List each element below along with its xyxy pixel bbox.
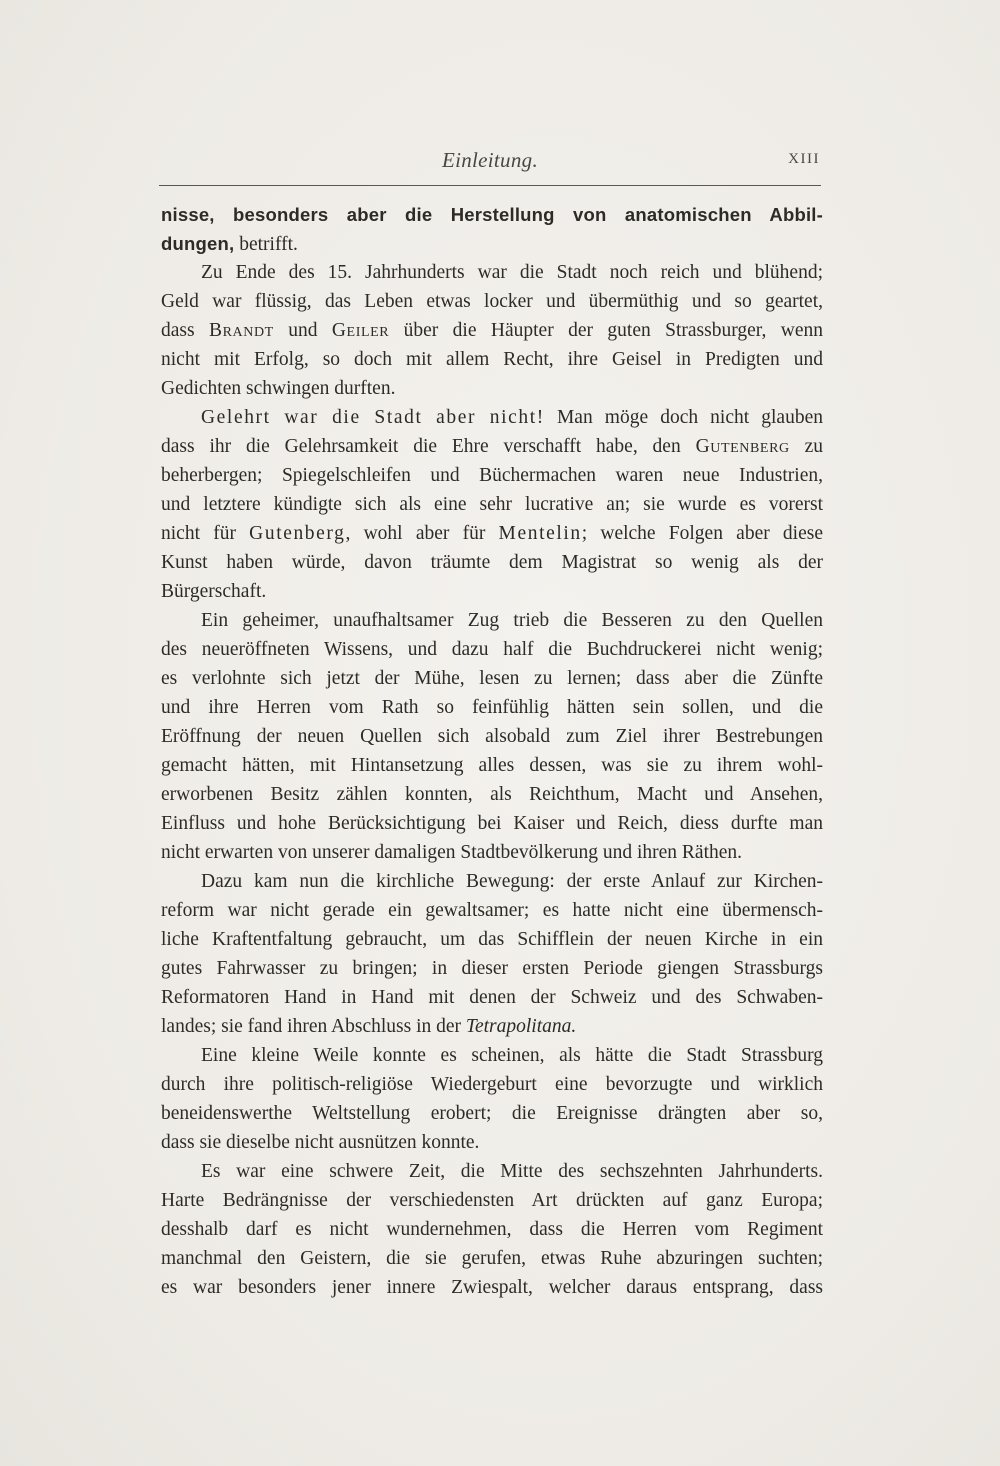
- text-segment: , wohl aber für: [345, 523, 499, 544]
- text-line: [161, 548, 823, 577]
- text-line: [161, 229, 823, 258]
- text-segment: Dazu kam nun die kirchliche Bewegung: der erste Anlauf zur Kirchen-: [201, 871, 823, 892]
- text-segment: Gedichten schwingen durften.: [161, 378, 396, 399]
- text-line: [161, 461, 823, 490]
- text-line: [161, 519, 823, 548]
- text-line: [161, 722, 823, 751]
- text-line: [161, 751, 823, 780]
- text-segment: beneidenswerthe Weltstellung erobert; die Ereignisse drängten aber so,: [161, 1103, 823, 1124]
- body-text: [161, 200, 823, 1302]
- text-line: [161, 1273, 823, 1302]
- text-segment: es verlohnte sich jetzt der Mühe, lesen zu lernen; dass aber die Zünfte: [161, 668, 823, 689]
- text-segment: Man möge doch nicht glauben: [544, 407, 823, 428]
- running-head: [160, 148, 820, 178]
- text-segment: und: [273, 320, 332, 341]
- text-segment: dungen,: [161, 233, 235, 254]
- text-line: [161, 1186, 823, 1215]
- text-segment: Eine kleine Weile konnte es scheinen, als hätte die Stadt Strassburg: [201, 1045, 823, 1066]
- text-line: [161, 432, 823, 461]
- text-line: [161, 577, 823, 606]
- text-segment: dass sie dieselbe nicht ausnützen konnte.: [161, 1132, 480, 1153]
- text-segment: Kunst haben würde, davon träumte dem Magistrat so wenig als der: [161, 552, 823, 573]
- text-line: [161, 316, 823, 345]
- text-line: [161, 374, 823, 403]
- text-segment: betrifft.: [234, 234, 298, 255]
- text-line: [161, 954, 823, 983]
- text-segment: Mentelin: [498, 523, 582, 544]
- text-segment: reform war nicht gerade ein gewaltsamer; es hatte nicht eine übermensch-: [161, 900, 823, 921]
- text-line: [161, 809, 823, 838]
- text-line: [161, 258, 823, 287]
- text-line: [161, 490, 823, 519]
- text-line: [161, 1012, 823, 1041]
- text-segment: Harte Bedrängnisse der verschiedensten Art drückten auf ganz Europa;: [161, 1190, 823, 1211]
- text-line: [161, 287, 823, 316]
- text-line: [161, 606, 823, 635]
- text-segment: nicht mit Erfolg, so doch mit allem Recht, ihre Geisel in Predigten und: [161, 349, 823, 370]
- text-segment: Einfluss und hohe Berücksichtigung bei Kaiser und Reich, diess durfte man: [161, 813, 823, 834]
- text-segment: Eröffnung der neuen Quellen sich alsobald zum Ziel ihrer Bestrebungen: [161, 726, 823, 747]
- text-segment: zu: [789, 436, 823, 457]
- text-segment: Zu Ende des 15. Jahrhunderts war die Stadt noch reich und blühend;: [201, 262, 823, 283]
- text-segment: über die Häupter der guten Strassburger, wenn: [389, 320, 823, 341]
- text-segment: beherbergen; Spiegelschleifen und Büchermachen waren neue Industrien,: [161, 465, 823, 486]
- text-segment: manchmal den Geistern, die sie gerufen, etwas Ruhe abzuringen suchten;: [161, 1248, 823, 1269]
- text-segment: dass: [161, 320, 209, 341]
- text-line: [161, 403, 823, 432]
- text-line: [161, 345, 823, 374]
- text-line: [161, 1041, 823, 1070]
- text-line: [161, 1099, 823, 1128]
- page-number: XIII: [788, 151, 820, 167]
- text-segment: Brandt: [208, 320, 274, 341]
- text-segment: des neueröffneten Wissens, und dazu half die Buchdruckerei nicht wenig;: [161, 639, 823, 660]
- text-line: [161, 693, 823, 722]
- text-line: [161, 200, 823, 229]
- text-segment: desshalb darf es nicht wundernehmen, dass die Herren vom Regiment: [161, 1219, 823, 1240]
- text-segment: Gutenberg: [249, 523, 346, 544]
- text-segment: und ihre Herren vom Rath so feinfühlig hätten sein sollen, und die: [161, 697, 823, 718]
- text-segment: liche Kraftentfaltung gebraucht, um das Schifflein der neuen Kirche in ein: [161, 929, 823, 950]
- text-line: [161, 1215, 823, 1244]
- text-line: [161, 780, 823, 809]
- text-line: [161, 925, 823, 954]
- text-line: [161, 1070, 823, 1099]
- text-segment: gemacht hätten, mit Hintansetzung alles dessen, was sie zu ihrem wohl-: [161, 755, 823, 776]
- text-segment: Reformatoren Hand in Hand mit denen der Schweiz und des Schwaben-: [161, 987, 823, 1008]
- text-line: [161, 1244, 823, 1273]
- text-line: [161, 1128, 823, 1157]
- text-line: [161, 635, 823, 664]
- text-segment: landes; sie fand ihren Abschluss in der: [161, 1016, 466, 1037]
- text-line: [161, 838, 823, 867]
- text-segment: Ein geheimer, unaufhaltsamer Zug trieb die Besseren zu den Quellen: [201, 610, 823, 631]
- text-segment: dass ihr die Gelehrsamkeit die Ehre verschafft habe, den: [161, 436, 696, 457]
- header-rule: [159, 185, 821, 186]
- text-segment: nicht für: [161, 523, 250, 544]
- text-segment: erworbenen Besitz zählen konnten, als Reichthum, Macht und Ansehen,: [161, 784, 823, 805]
- text-segment: Geiler: [331, 320, 390, 341]
- text-segment: und letztere kündigte sich als eine sehr lucrative an; sie wurde es vorerst: [161, 494, 823, 515]
- text-line: [161, 1157, 823, 1186]
- text-segment: Gutenberg: [695, 436, 790, 457]
- text-segment: Geld war flüssig, das Leben etwas locker und übermüthig und so geartet,: [161, 291, 823, 312]
- text-segment: gutes Fahrwasser zu bringen; in dieser ersten Periode giengen Strassburgs: [161, 958, 823, 979]
- text-segment: durch ihre politisch-religiöse Wiedergeburt eine bevorzugte und wirklich: [161, 1074, 823, 1095]
- running-title: Einleitung.: [441, 148, 539, 172]
- text-segment: ; welche Folgen aber diese: [581, 523, 823, 544]
- text-segment: Es war eine schwere Zeit, die Mitte des sechszehnten Jahrhunderts.: [201, 1161, 823, 1182]
- text-segment: es war besonders jener innere Zwiespalt, welcher daraus entsprang, dass: [161, 1277, 823, 1298]
- text-line: [161, 896, 823, 925]
- text-line: [161, 867, 823, 896]
- text-segment: Tetrapolitana.: [465, 1016, 577, 1037]
- text-line: [161, 664, 823, 693]
- text-segment: Gelehrt war die Stadt aber nicht!: [201, 407, 545, 428]
- text-segment: nicht erwarten von unserer damaligen Stadtbevölkerung und ihren Räthen.: [161, 842, 743, 863]
- text-line: [161, 983, 823, 1012]
- text-segment: nisse, besonders aber die Herstellung von anatomischen Abbil-: [161, 204, 823, 225]
- text-segment: Bürgerschaft.: [161, 581, 267, 602]
